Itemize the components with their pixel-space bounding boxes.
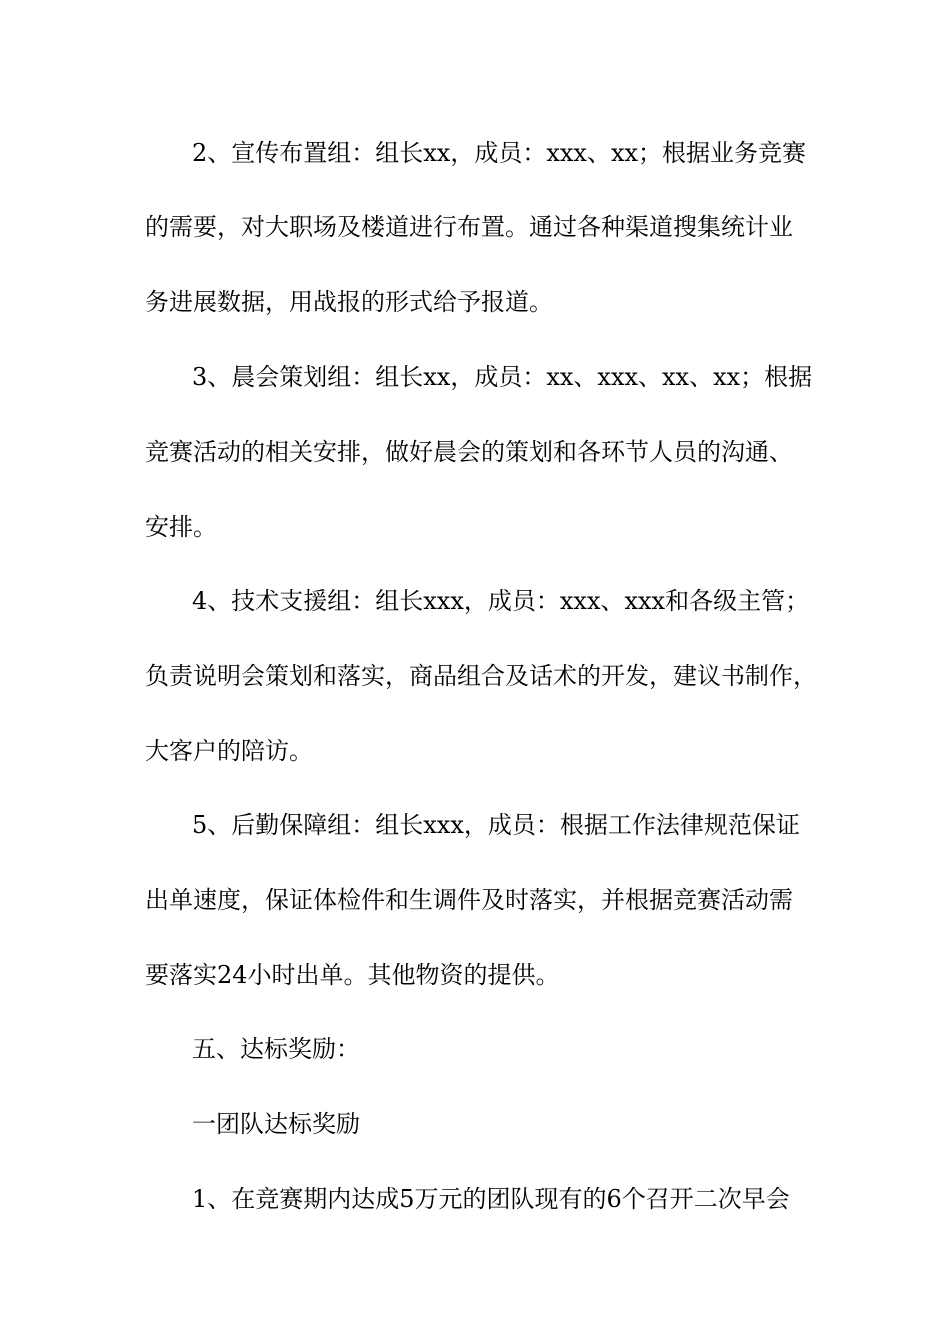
paragraph-5-line-3: 要落实24小时出单。其他物资的提供。 [145,961,560,989]
paragraph-4-line-3: 大客户的陪访。 [145,737,313,765]
paragraph-4-line-2: 负责说明会策划和落实，商品组合及话术的开发，建议书制作， [145,662,817,690]
item-1-line-1: 1、在竞赛期内达成5万元的团队现有的6个召开二次早会 [192,1185,790,1213]
paragraph-3-line-1: 3、晨会策划组：组长xx，成员：xx、xxx、xx、xx；根据 [192,363,813,391]
paragraph-2-line-2: 的需要，对大职场及楼道进行布置。通过各种渠道搜集统计业 [145,213,793,241]
section-heading: 五、达标奖励： [192,1035,360,1063]
subsection-heading: 一团队达标奖励 [192,1110,360,1138]
paragraph-2-line-3: 务进展数据，用战报的形式给予报道。 [145,288,553,316]
paragraph-3-line-3: 安排。 [145,513,217,541]
paragraph-3-line-2: 竞赛活动的相关安排，做好晨会的策划和各环节人员的沟通、 [145,438,793,466]
paragraph-4-line-1: 4、技术支援组：组长xxx，成员：xxx、xxx和各级主管； [192,587,810,615]
paragraph-2-line-1: 2、宣传布置组：组长xx，成员：xxx、xx；根据业务竞赛 [192,139,807,167]
paragraph-5-line-2: 出单速度，保证体检件和生调件及时落实，并根据竞赛活动需 [145,886,793,914]
paragraph-5-line-1: 5、后勤保障组：组长xxx，成员：根据工作法律规范保证 [192,811,800,839]
